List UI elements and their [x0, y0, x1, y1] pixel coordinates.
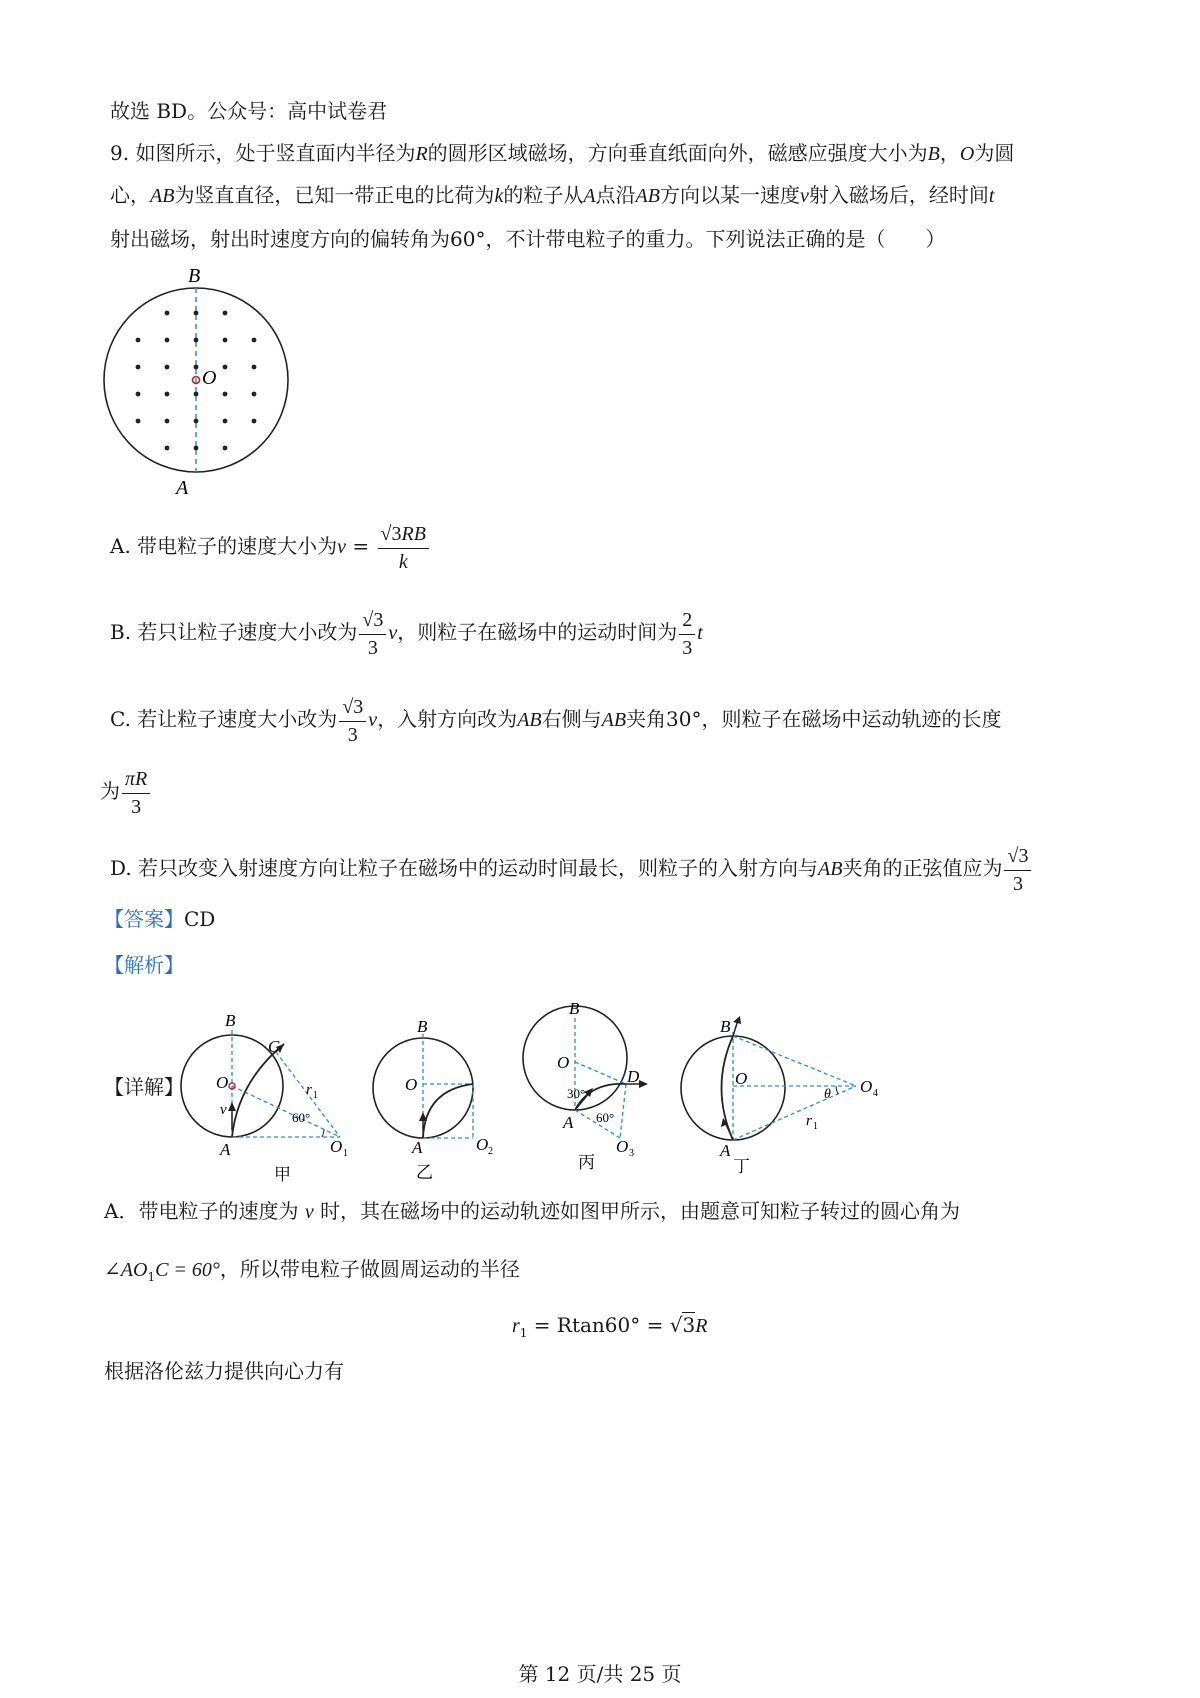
- svg-text:1: 1: [813, 1121, 818, 1132]
- svg-text:D: D: [627, 1067, 640, 1086]
- svg-text:O: O: [476, 1135, 489, 1154]
- question-line-1: 9. 如图所示，处于竖直面内半径为R的圆形区域磁场，方向垂直纸面向外，磁感应强度大小为B，O为圆: [110, 141, 1015, 165]
- field-dot: [165, 365, 170, 370]
- svg-text:60°: 60°: [596, 1110, 615, 1125]
- field-dot: [194, 365, 199, 370]
- svg-text:C: C: [268, 1037, 280, 1056]
- option-b: B. 若只让粒子速度大小改为 $\frac{√3}{3}$ v，则粒子在磁场中的运动时间为 $\frac{2}{3}$ t: [110, 606, 703, 661]
- svg-text:30°: 30°: [567, 1086, 586, 1101]
- field-dot: [136, 338, 141, 343]
- svg-text:O: O: [216, 1073, 229, 1092]
- answer-tag: 【答案】: [104, 907, 184, 931]
- svg-text:θ: θ: [824, 1087, 831, 1102]
- svg-text:B: B: [417, 1017, 428, 1036]
- field-dot: [136, 365, 141, 370]
- answer-line: [104, 904, 215, 934]
- solution-line-1: A．带电粒子的速度为 v 时，其在磁场中的运动轨迹如图甲所示，由题意可知粒子转过的圆心角为: [104, 1199, 961, 1223]
- svg-text:A: A: [563, 1113, 574, 1132]
- field-dot: [165, 338, 170, 343]
- diagram-ding: [681, 1016, 878, 1176]
- field-dot: [223, 311, 228, 316]
- svg-text:4: 4: [873, 1088, 878, 1099]
- field-dot: [223, 392, 228, 397]
- field-dot: [252, 419, 257, 424]
- option-b-fraction-2: $\frac{2}{3}$: [679, 606, 695, 661]
- option-a-fraction: $\frac{√3RB}{k}$: [378, 520, 429, 575]
- option-c-fraction-1: $\frac{√3}{3}$: [339, 693, 366, 748]
- page-footer: 第 12 页/共 25 页: [518, 1662, 682, 1686]
- detail-tag: 【详解】: [104, 1075, 184, 1099]
- answer-value: CD: [184, 907, 216, 931]
- svg-text:2: 2: [488, 1146, 493, 1157]
- svg-text:B: B: [569, 999, 580, 1018]
- svg-text:B: B: [720, 1017, 731, 1036]
- option-a: A. 带电粒子的速度大小为v = $\frac{√3RB}{k}$: [110, 520, 431, 575]
- field-dot: [223, 365, 228, 370]
- field-dot: [223, 338, 228, 343]
- svg-text:r: r: [306, 1082, 312, 1098]
- option-d: D. 若只改变入射速度方向让粒子在磁场中的运动时间最长，则粒子的入射方向与AB夹角的正弦值应为 $\frac{√3}{3}$: [110, 842, 1033, 897]
- field-dot: [194, 392, 199, 397]
- svg-text:60°: 60°: [292, 1110, 311, 1125]
- solution-line-3: 根据洛伦兹力提供向心力有: [104, 1359, 344, 1383]
- label-b: B: [188, 265, 201, 287]
- svg-text:O: O: [735, 1069, 748, 1088]
- field-dot: [136, 392, 141, 397]
- trajectory-figures: [180, 990, 980, 1190]
- field-dot: [194, 419, 199, 424]
- field-dot: [194, 446, 199, 451]
- diagram-jia: [181, 1011, 348, 1184]
- field-dot: [252, 338, 257, 343]
- option-c-line-2: 为 $\frac{\pi R}{3}$: [100, 765, 152, 820]
- option-c-fraction-2: $\frac{\pi R}{3}$: [122, 765, 150, 820]
- field-dot: [194, 338, 199, 343]
- label-o: O: [202, 367, 217, 389]
- svg-text:丙: 丙: [578, 1153, 595, 1172]
- field-dot: [223, 419, 228, 424]
- field-dot: [165, 311, 170, 316]
- radius-equation: $r_1 = Rtan60^\circ = √3R$: [512, 1313, 708, 1340]
- field-dot: [165, 446, 170, 451]
- field-figure: [100, 262, 300, 502]
- field-dot: [165, 392, 170, 397]
- question-line-3: 射出磁场，射出时速度方向的偏转角为60°，不计带电粒子的重力。下列说法正确的是（ ）: [110, 227, 946, 251]
- diagram-bing: [523, 999, 648, 1172]
- option-d-fraction: $\frac{√3}{3}$: [1004, 842, 1031, 897]
- svg-text:O: O: [860, 1077, 873, 1096]
- svg-text:A: A: [220, 1140, 231, 1159]
- question-line-2: 心，AB为竖直直径，已知一带正电的比荷为k的粒子从A点沿AB方向以某一速度v射入磁场后，经时间t: [110, 183, 995, 207]
- field-dot: [252, 365, 257, 370]
- svg-text:r: r: [806, 1113, 812, 1129]
- svg-text:1: 1: [343, 1148, 348, 1159]
- svg-text:1: 1: [313, 1090, 318, 1101]
- field-dot: [252, 392, 257, 397]
- previous-answer-line: 故选 BD。公众号：高中试卷君: [110, 99, 388, 123]
- svg-text:O: O: [405, 1075, 418, 1094]
- svg-text:O: O: [330, 1137, 343, 1156]
- svg-text:甲: 甲: [274, 1165, 291, 1184]
- field-dot: [165, 419, 170, 424]
- field-dot: [194, 311, 199, 316]
- diagram-yi: [373, 1017, 493, 1182]
- option-b-fraction-1: $\frac{√3}{3}$: [359, 606, 386, 661]
- analysis-tag: 【解析】: [104, 953, 184, 977]
- field-dot: [136, 419, 141, 424]
- solution-line-2: $\angle AO_1C = 60^\circ$，所以带电粒子做圆周运动的半径: [104, 1257, 520, 1284]
- svg-text:乙: 乙: [416, 1163, 433, 1182]
- svg-text:A: A: [412, 1138, 423, 1157]
- svg-text:A: A: [720, 1141, 731, 1160]
- svg-text:3: 3: [629, 1148, 634, 1159]
- svg-text:O: O: [616, 1137, 629, 1156]
- svg-text:v: v: [220, 1102, 227, 1118]
- label-a: A: [176, 477, 189, 499]
- field-dot: [223, 446, 228, 451]
- svg-text:O: O: [557, 1053, 570, 1072]
- option-c: C. 若让粒子速度大小改为 $\frac{√3}{3}$ v，入射方向改为AB右侧与AB夹角30°，则粒子在磁场中运动轨迹的长度: [110, 693, 1002, 748]
- svg-text:丁: 丁: [733, 1157, 750, 1176]
- svg-text:B: B: [225, 1011, 236, 1030]
